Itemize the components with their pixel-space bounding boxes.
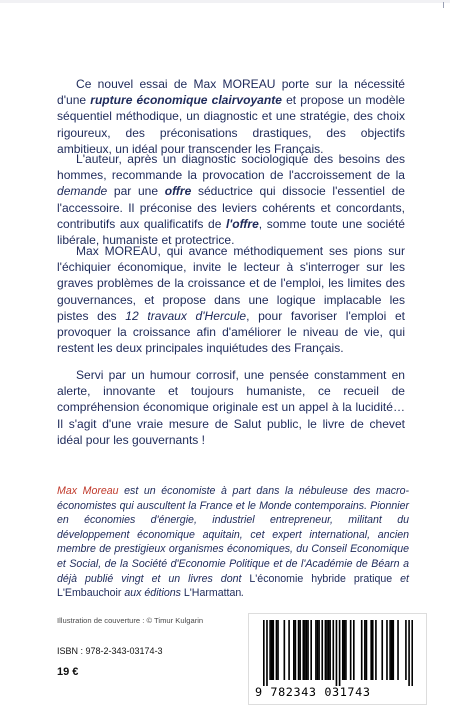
barcode-digits: 9 782343 031743 xyxy=(255,685,371,699)
p1-text-2: et propose un modèle séquentiel méthodique, un diagnostic et une stratégie, des choix rigoureux, des préconisations drastiques, des objectifs ambitieux, un idéal pour transcender les Français. xyxy=(57,93,405,156)
barcode-bar xyxy=(332,620,334,680)
barcode-bar xyxy=(284,620,286,680)
p4-text: Servi par un humour corrosif, une pensée constamment en alerte, innovante et toujours humaniste, ce recueil de compréhension économique originale est un appel à la lucidité… Il s'agit d'une vraie mesure de Salut public, le livre de chevet idéal pour les gouvernants ! xyxy=(57,368,405,447)
barcode-bar xyxy=(325,620,327,680)
p2-emphasis-offre: offre xyxy=(164,184,192,199)
barcode-bar xyxy=(391,620,393,680)
barcode-bar xyxy=(350,620,352,680)
barcode-bar xyxy=(271,620,273,680)
barcode-bar xyxy=(277,620,279,680)
barcode-bar xyxy=(397,620,399,680)
barcode-bar xyxy=(328,620,330,680)
barcode-bar xyxy=(288,620,290,680)
barcode-bar xyxy=(293,620,295,680)
bio-text-2: et xyxy=(392,572,410,585)
barcode-bar xyxy=(307,620,309,680)
barcode-bar xyxy=(317,620,319,680)
p3-emphasis: 12 travaux d'Hercule xyxy=(125,308,247,323)
barcode-bar xyxy=(304,620,306,680)
barcode-bar xyxy=(329,620,331,680)
barcode-bar xyxy=(353,620,355,680)
barcode-bar xyxy=(344,620,346,680)
barcode-bar xyxy=(272,620,274,680)
barcode-bar xyxy=(299,620,301,680)
p1-emphasis: rupture économique clairvoyante xyxy=(90,93,282,108)
barcode-bar xyxy=(372,620,374,680)
bio-text-1: est un économiste à part dans la nébuleuse des macro-économistes qui auscultent la France et le Monde contemporains. Pionnier en économies d'énergie, industriel entrepreneur, militant du développement économique aquitain, cet expert international, ancien membre de prestigieux organismes économiques, du Conseil Economique et Social, de la Société d'Economie Politique et de l'Académie de Béarn a déjà publié vingt et un livres dont xyxy=(57,485,409,585)
author-bio xyxy=(57,484,409,601)
p2-emphasis-loffre: l'offre xyxy=(226,216,259,231)
bio-text-4: . xyxy=(241,587,245,600)
bio-publisher: L'Harmattan xyxy=(183,587,242,600)
p2-text-4: , somme toute une société libérale, humaniste et protectrice. xyxy=(57,216,405,248)
blurb-paragraph-1 xyxy=(57,76,405,157)
barcode-bar xyxy=(375,620,377,680)
bio-book-2: L'Embauchoir xyxy=(57,587,122,600)
barcode-bar xyxy=(310,620,312,680)
barcode-bar xyxy=(266,620,268,686)
barcode-bar xyxy=(366,620,368,680)
barcode-bar xyxy=(295,620,297,680)
barcode-bar xyxy=(405,620,407,680)
barcode-bar xyxy=(315,620,317,680)
blurb-paragraph-3 xyxy=(57,243,405,356)
barcode-bar xyxy=(411,620,413,686)
barcode-bar xyxy=(276,620,278,680)
barcode-bar xyxy=(386,620,388,680)
barcode-bar xyxy=(370,620,372,680)
p2-emphasis-demande: demande xyxy=(57,184,108,199)
barcode-bar xyxy=(361,620,363,680)
page-top-edge xyxy=(0,0,450,3)
barcode-bar xyxy=(342,620,344,680)
bio-text-3: aux éditions xyxy=(121,587,184,600)
blurb-paragraph-4 xyxy=(57,367,405,448)
barcode-bar xyxy=(336,620,338,686)
bio-book-1: L'économie hybride pratique xyxy=(249,572,393,585)
barcode-bar xyxy=(302,620,304,680)
barcode-bar xyxy=(318,620,320,680)
p2-text-3: séductrice qui dissocie l'essentiel de l'accessoire. Il préconise des leviers cohérents et concordants, contributifs aux qualificatifs de xyxy=(57,184,405,231)
barcode-bar xyxy=(269,620,271,680)
barcode-bar xyxy=(364,620,366,680)
p3-text-1: Max MOREAU, qui avance méthodiquement ses pions sur l'échiquier économique, invite le lecteur à s'interroger sur les graves problèmes de la croissance et de l'emploi, les limites des gouvernances, et propose dans une logique implacable les pistes des xyxy=(57,244,405,323)
barcode-bar xyxy=(345,620,347,680)
barcode-bar xyxy=(339,620,341,686)
barcode-bar xyxy=(298,620,300,680)
p3-text-2: , pour favoriser l'emploi et provoquer la croissance afin d'améliorer le niveau de vie, qui restent les deux principales inquiétudes des Français. xyxy=(57,308,405,356)
corner-mark-icon xyxy=(436,2,446,8)
cover-illustration-credit: Illustration de couverture : © Timur Kulgarin xyxy=(57,616,204,625)
blurb-paragraph-2 xyxy=(57,151,405,248)
p2-text-2: par une xyxy=(107,184,165,199)
author-name: Max Moreau xyxy=(57,485,119,497)
barcode-box xyxy=(248,613,427,705)
barcode-bar xyxy=(326,620,328,680)
barcode-bar xyxy=(321,620,323,680)
barcode-bar xyxy=(381,620,383,680)
barcode-bar xyxy=(263,620,265,686)
isbn: ISBN : 978-2-343-03174-3 xyxy=(57,646,163,656)
price: 19 € xyxy=(57,666,79,678)
p1-text-1: Ce nouvel essai de Max MOREAU porte sur la nécessité d'une xyxy=(57,77,405,108)
barcode-bar xyxy=(389,620,391,680)
barcode-bar xyxy=(408,620,410,686)
p2-text-1: L'auteur, après un diagnostic sociologique des besoins des hommes, recommande la provocation de l'accroissement de la xyxy=(57,152,405,183)
barcode-bar xyxy=(306,620,308,680)
barcode-bar xyxy=(392,620,394,680)
barcode-image xyxy=(263,620,413,686)
